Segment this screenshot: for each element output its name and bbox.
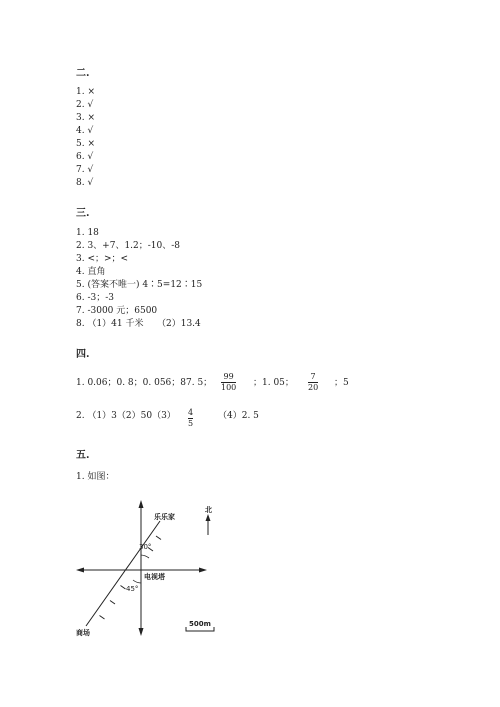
scale-tick bbox=[110, 601, 115, 605]
list-item: 3. × bbox=[76, 113, 95, 123]
list-item: 6. -3；-3 bbox=[76, 293, 114, 303]
scale-label: 500m bbox=[189, 620, 211, 628]
list-item: 4. 直角 bbox=[76, 267, 106, 277]
section-five-heading: 五. bbox=[76, 450, 90, 461]
angle-label-45: 45° bbox=[126, 585, 139, 593]
list-item: 4. √ bbox=[76, 126, 94, 136]
section-four-line1-mid: ；1. 05； bbox=[253, 378, 294, 388]
north-arrow-icon bbox=[206, 514, 211, 521]
angle-label-30: 30° bbox=[139, 543, 152, 551]
list-item: 5. × bbox=[76, 139, 95, 149]
list-item: 1. 18 bbox=[76, 228, 99, 238]
arrow-down-icon bbox=[139, 628, 144, 636]
fraction-denominator: 5 bbox=[188, 419, 194, 428]
list-item: 7. √ bbox=[76, 165, 94, 175]
label-market: 商场 bbox=[76, 629, 90, 637]
fraction-numerator: 99 bbox=[223, 372, 234, 381]
section-four-heading: 四. bbox=[76, 349, 90, 360]
arrow-right-icon bbox=[199, 568, 207, 573]
list-item: 8. √ bbox=[76, 178, 94, 188]
list-item: 8. （1）41 千米 （2）13.4 bbox=[76, 319, 201, 329]
list-item: 2. √ bbox=[76, 100, 94, 110]
arrow-up-icon bbox=[139, 500, 144, 508]
section-five-item1: 1. 如图： bbox=[76, 472, 115, 482]
scale-tick bbox=[100, 616, 105, 620]
angle-arc-30 bbox=[141, 555, 149, 558]
label-home: 乐乐家 bbox=[154, 513, 175, 521]
section-two-heading: 二. bbox=[76, 68, 90, 79]
angle-arc-45 bbox=[133, 580, 141, 583]
fraction-denominator: 100 bbox=[221, 383, 237, 392]
label-tv-tower: 电视塔 bbox=[144, 573, 165, 581]
list-item: 5. (答案不唯一) 4∶5=12∶15 bbox=[76, 280, 203, 290]
scale-tick bbox=[121, 586, 126, 590]
fraction-numerator: 4 bbox=[188, 408, 194, 417]
list-item: 7. -3000 元；6500 bbox=[76, 306, 158, 316]
list-item: 6. √ bbox=[76, 152, 94, 162]
section-four-line2-suffix: （4）2. 5 bbox=[218, 411, 259, 421]
fraction-numerator: 7 bbox=[310, 372, 316, 381]
fraction-denominator: 20 bbox=[308, 383, 319, 392]
list-item: 1. × bbox=[76, 87, 95, 97]
section-four-line1-prefix: 1. 0.06；0. 8；0. 056；87. 5； bbox=[76, 378, 213, 388]
arrow-left-icon bbox=[76, 568, 84, 573]
list-item: 2. 3、+7、1.2；-10、-8 bbox=[76, 241, 181, 251]
section-four-line2-prefix: 2. （1）3（2）50（3） bbox=[76, 411, 176, 421]
scale-tick bbox=[156, 536, 161, 540]
label-north: 北 bbox=[205, 506, 212, 514]
list-item: 3. <；>；< bbox=[76, 254, 129, 264]
section-four-line1-suffix: ；5 bbox=[334, 378, 349, 388]
section-three-heading: 三. bbox=[76, 208, 90, 219]
